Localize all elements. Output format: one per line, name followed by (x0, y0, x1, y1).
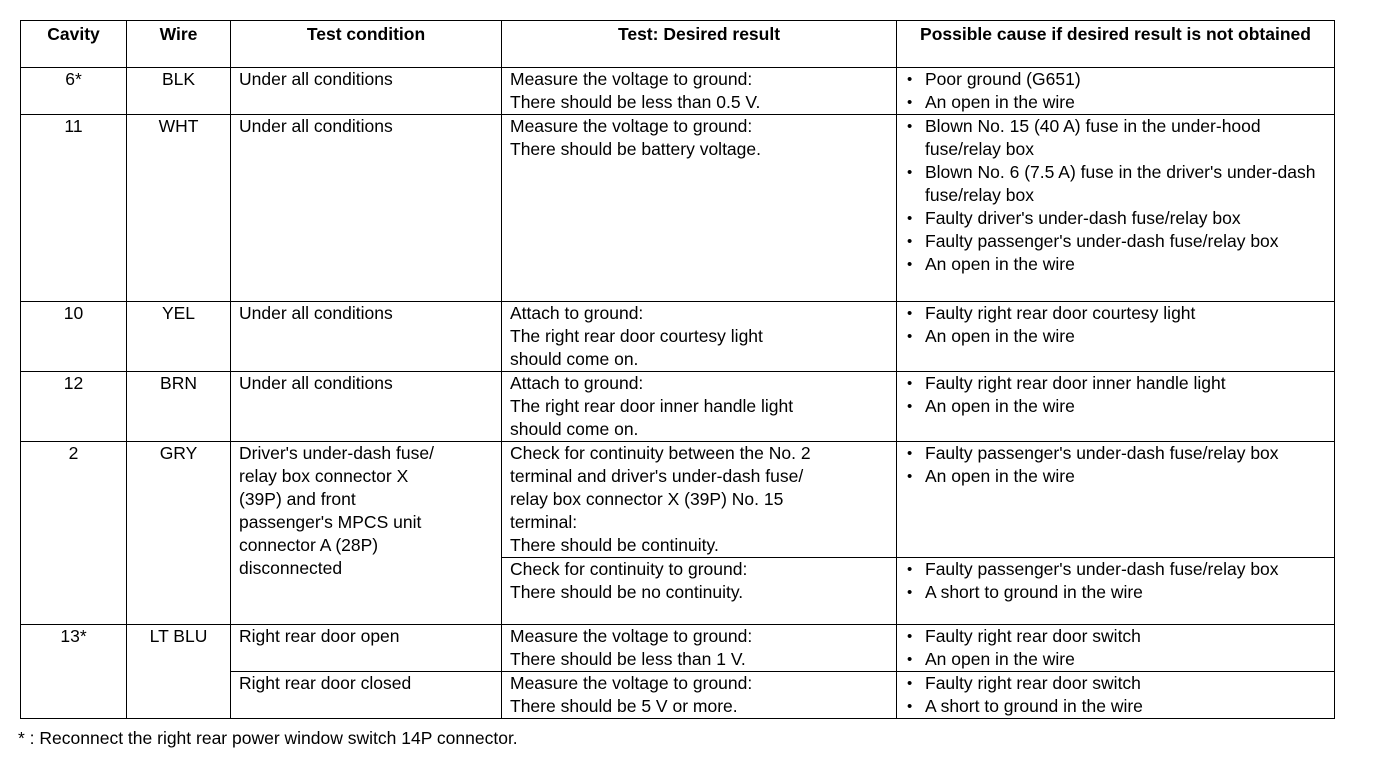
cause-item: • An open in the wire (905, 325, 1326, 348)
result-line: There should be 5 V or more. (510, 696, 738, 716)
cause-item: • An open in the wire (905, 648, 1326, 671)
condition-line: Driver's under-dash fuse/ (239, 443, 434, 463)
result-line: Measure the voltage to ground: (510, 116, 753, 136)
header-desired-result: Test: Desired result (502, 21, 897, 68)
cause-item: • Faulty passenger's under-dash fuse/relay box (905, 230, 1326, 253)
result-cell (502, 302, 897, 372)
cause-item: • An open in the wire (905, 253, 1326, 276)
cause-item: • Faulty right rear door inner handle light (905, 372, 1326, 395)
result-cell (502, 625, 897, 672)
result-cell (502, 558, 897, 625)
result-line: relay box connector X (39P) No. 15 (510, 489, 784, 509)
condition-line: disconnected (239, 558, 343, 578)
wire-cell: WHT (127, 115, 231, 302)
result-line: Check for continuity between the No. 2 (510, 443, 811, 463)
result-cell (502, 68, 897, 115)
condition-cell: Under all conditions (231, 68, 502, 115)
result-line: should come on. (510, 349, 639, 369)
condition-cell: Under all conditions (231, 115, 502, 302)
condition-line: relay box connector X (239, 466, 409, 486)
condition-cell: Under all conditions (231, 302, 502, 372)
cause-item: • Faulty driver's under-dash fuse/relay box (905, 207, 1326, 230)
cause-item: • A short to ground in the wire (905, 581, 1326, 604)
result-line: Attach to ground: (510, 303, 644, 323)
wire-cell: YEL (127, 302, 231, 372)
table-row (21, 68, 1335, 115)
cause-item: • Blown No. 15 (40 A) fuse in the under-hood fuse/relay box (905, 115, 1326, 161)
result-line: The right rear door courtesy light (510, 326, 763, 346)
cause-cell (897, 625, 1335, 672)
cause-item: • Faulty right rear door switch (905, 672, 1326, 695)
result-line: should come on. (510, 419, 639, 439)
result-line: There should be less than 0.5 V. (510, 92, 761, 112)
wire-cell: LT BLU (127, 625, 231, 719)
cause-item: • An open in the wire (905, 91, 1326, 114)
result-line: terminal: (510, 512, 578, 532)
condition-cell: Under all conditions (231, 372, 502, 442)
condition-cell (231, 442, 502, 625)
condition-cell: Right rear door open (231, 625, 502, 672)
header-cavity: Cavity (21, 21, 127, 68)
result-line: There should be continuity. (510, 535, 719, 555)
table-row (21, 372, 1335, 442)
result-line: There should be battery voltage. (510, 139, 761, 159)
result-line: terminal and driver's under-dash fuse/ (510, 466, 804, 486)
cause-item: • Faulty right rear door switch (905, 625, 1326, 648)
wire-cell: GRY (127, 442, 231, 625)
cavity-cell: 11 (21, 115, 127, 302)
cause-cell (897, 372, 1335, 442)
cause-item: • Blown No. 6 (7.5 A) fuse in the driver's under-dash fuse/relay box (905, 161, 1326, 207)
result-cell (502, 672, 897, 719)
cavity-cell: 12 (21, 372, 127, 442)
footnote: * : Reconnect the right rear power window switch 14P connector. (18, 728, 518, 748)
condition-cell: Right rear door closed (231, 672, 502, 719)
cause-cell (897, 442, 1335, 558)
table-row (21, 625, 1335, 672)
result-line: The right rear door inner handle light (510, 396, 794, 416)
cavity-cell: 6* (21, 68, 127, 115)
cause-item: • An open in the wire (905, 395, 1326, 418)
cavity-cell: 13* (21, 625, 127, 719)
table-row (21, 302, 1335, 372)
result-line: Measure the voltage to ground: (510, 626, 753, 646)
result-line: Check for continuity to ground: (510, 559, 748, 579)
result-cell (502, 442, 897, 558)
result-cell (502, 115, 897, 302)
table-row (21, 115, 1335, 302)
diagnostic-table (20, 20, 1335, 719)
result-line: Measure the voltage to ground: (510, 673, 753, 693)
header-test-condition: Test condition (231, 21, 502, 68)
wire-cell: BRN (127, 372, 231, 442)
result-line: There should be no continuity. (510, 582, 744, 602)
result-cell (502, 372, 897, 442)
condition-line: connector A (28P) (239, 535, 379, 555)
result-line: Attach to ground: (510, 373, 644, 393)
condition-line: (39P) and front (239, 489, 356, 509)
cause-cell (897, 68, 1335, 115)
condition-line: passenger's MPCS unit (239, 512, 422, 532)
cause-cell (897, 115, 1335, 302)
cavity-cell: 2 (21, 442, 127, 625)
cause-item: • A short to ground in the wire (905, 695, 1326, 718)
header-wire: Wire (127, 21, 231, 68)
cause-cell (897, 558, 1335, 625)
cavity-cell: 10 (21, 302, 127, 372)
cause-item: • Poor ground (G651) (905, 68, 1326, 91)
cause-item: • Faulty passenger's under-dash fuse/relay box (905, 558, 1326, 581)
header-row (21, 21, 1335, 68)
cause-cell (897, 302, 1335, 372)
wire-cell: BLK (127, 68, 231, 115)
cause-cell (897, 672, 1335, 719)
cause-item: • Faulty passenger's under-dash fuse/relay box (905, 442, 1326, 465)
cause-item: • Faulty right rear door courtesy light (905, 302, 1326, 325)
result-line: Measure the voltage to ground: (510, 69, 753, 89)
table-row (21, 442, 1335, 558)
result-line: There should be less than 1 V. (510, 649, 746, 669)
cause-item: • An open in the wire (905, 465, 1326, 488)
header-possible-cause: Possible cause if desired result is not obtained (897, 21, 1335, 68)
